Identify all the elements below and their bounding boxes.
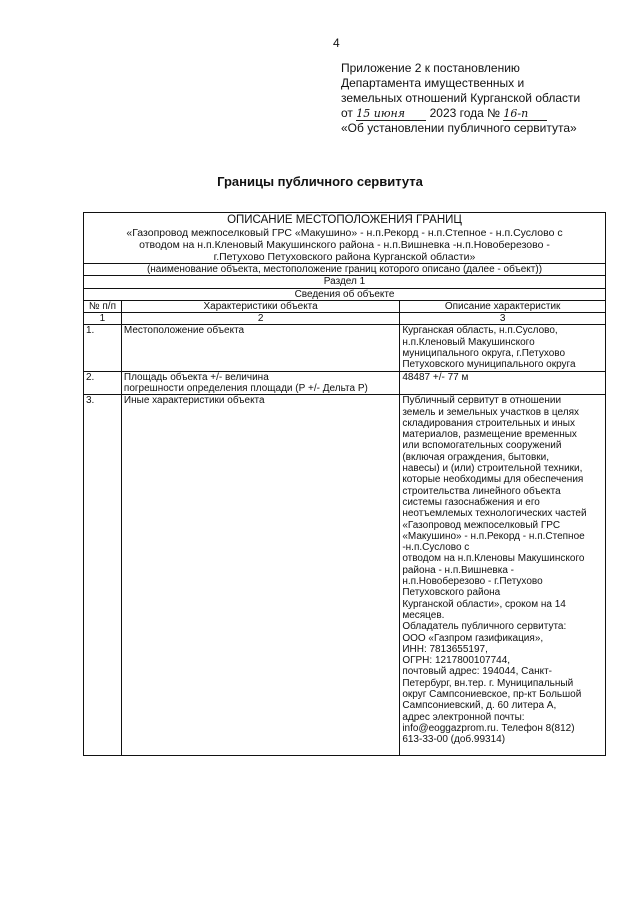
object-caption: (наименование объекта, местоположение границ которого описано (далее - объект)) [84, 264, 606, 276]
characteristic-line: погрешности определения площади (Р +/- Дельта Р) [123, 382, 368, 394]
description-line: Публичный сервитут в отношении [402, 395, 562, 407]
description-line: материалов, размещение временных [402, 429, 577, 441]
description-line: почтовый адрес: 194044, Санкт- [402, 666, 552, 678]
row-description [400, 371, 606, 395]
row-number: 1. [84, 325, 122, 371]
description-line: Петуховского района [402, 587, 501, 599]
description-line: или вспомогательных сооружений [402, 440, 562, 452]
description-line: строительства линейного объекта [402, 485, 561, 497]
row-number: 3. [84, 395, 122, 756]
characteristic-line: Местоположение объекта [123, 325, 245, 337]
row-number: 2. [84, 371, 122, 395]
table-row [84, 325, 606, 371]
row-characteristic [121, 395, 399, 756]
object-description-table [83, 212, 606, 756]
description-line: н.п.Новоберезово - г.Петухово [402, 576, 543, 588]
column-header: Описание характеристик [400, 300, 606, 312]
column-number: 2 [121, 313, 399, 325]
description-line: Сампсониевский, д. 60 литера А, [402, 700, 557, 712]
section-label: Раздел 1 [84, 276, 606, 288]
description-line: адрес электронной почты: [402, 711, 525, 723]
description-line: Петуховского муниципального округа [402, 359, 576, 371]
description-line: н.п.Кленовый Макушинского [402, 336, 535, 348]
column-number: 1 [84, 313, 122, 325]
description-line: которые необходимы для обеспечения [402, 474, 584, 486]
description-line: неотъемлемых технологических частей [402, 508, 587, 520]
object-name-line: отводом на н.п.Кленовый Макушинского района - н.п.Вишневка -н.п.Новоберезово - [139, 239, 550, 251]
description-line: Петербург, вн.тер. г. Муниципальный [402, 677, 574, 689]
description-line: Обладатель публичного сервитута: [402, 621, 567, 633]
description-line: складирования строительных и иных [402, 417, 575, 429]
appendix-line: земельных отношений Курганской области [341, 91, 581, 105]
description-line: навесы) и (или) строительной техники, [402, 463, 583, 475]
handwritten-date: 15 июня [356, 108, 426, 121]
description-line: земель и земельных участков в целях [402, 406, 579, 418]
description-line: Курганской области», сроком на 14 [402, 598, 566, 610]
section-title: Сведения об объекте [84, 288, 606, 300]
description-line: отводом на н.п.Кленовы Макушинского [402, 553, 585, 565]
column-header: № п/п [84, 300, 122, 312]
object-name-line: г.Петухово Петуховского района Курганской области» [213, 251, 476, 263]
characteristic-line: Иные характеристики объекта [123, 395, 265, 407]
row-description [400, 325, 606, 371]
column-header: Характеристики объекта [121, 300, 399, 312]
description-line: месяцев. [402, 609, 445, 621]
description-line: 613-33-00 (доб.99314) [402, 734, 506, 746]
row-characteristic [121, 325, 399, 371]
appendix-line: Приложение 2 к постановлению [341, 61, 520, 75]
row-characteristic [121, 371, 399, 395]
description-line: ООО «Газпром газификация», [402, 632, 544, 644]
handwritten-number: 16-п [503, 108, 547, 121]
table-header-cell [84, 213, 606, 264]
description-line: района - н.п.Вишневка - [402, 564, 514, 576]
column-number: 3 [400, 313, 606, 325]
year-text: 2023 года № [429, 106, 501, 120]
description-line: (включая ограждения, бытовки, [402, 451, 550, 463]
object-name-line: «Газопровод межпоселковый ГРС «Макушино» - н.п.Рекорд - н.п.Степное - н.п.Суслово с [126, 227, 563, 239]
table-header-title: ОПИСАНИЕ МЕСТОПОЛОЖЕНИЯ ГРАНИЦ [227, 214, 462, 226]
description-line: системы газоснабжения и его [402, 496, 540, 508]
description-line: Курганская область, н.п.Суслово, [402, 325, 558, 337]
description-line: «Макушино» - н.п.Рекорд - н.п.Степное [402, 530, 585, 542]
from-label: от [341, 106, 353, 120]
page-number: 4 [333, 36, 340, 50]
appendix-block [341, 61, 580, 136]
appendix-line: «Об установлении публичного сервитута» [341, 121, 577, 135]
description-line: info@eoggazprom.ru. Телефон 8(812) [402, 722, 575, 734]
appendix-line: Департамента имущественных и [341, 76, 525, 90]
description-line: -н.п.Суслово с [402, 542, 470, 554]
description-line: ОГРН: 1217800107744, [402, 655, 511, 667]
table-row [84, 371, 606, 395]
description-line: ИНН: 7813655197, [402, 643, 488, 655]
appendix-date-line [341, 106, 580, 121]
description-line: 48487 +/- 77 м [402, 371, 469, 383]
document-title: Границы публичного сервитута [217, 174, 423, 189]
description-line: «Газопровод межпоселковый ГРС [402, 519, 561, 531]
row-description [400, 395, 606, 756]
description-line: округ Сампсониевское, пр-кт Большой [402, 688, 582, 700]
table-row [84, 395, 606, 756]
characteristic-line: Площадь объекта +/- величина [123, 371, 269, 383]
description-line: муниципального округа, г.Петухово [402, 348, 566, 360]
